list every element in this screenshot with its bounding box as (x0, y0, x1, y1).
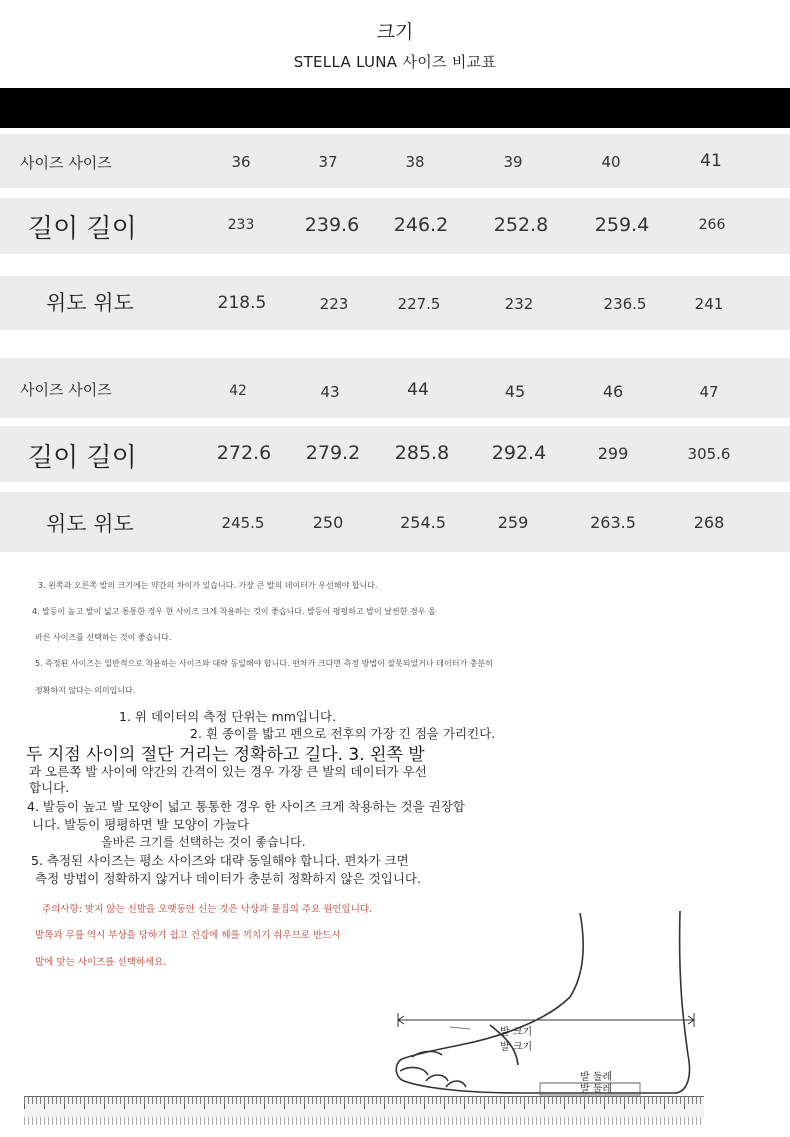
size-cell: 44 (407, 380, 429, 400)
page-title: 크기 (376, 21, 414, 43)
width-row-2 (0, 492, 790, 552)
length-cell: 266 (698, 217, 726, 233)
length-cell: 246.2 (393, 214, 449, 236)
length-row-1 (0, 198, 790, 254)
note-flat: 니다. 발등이 평평하면 발 모양이 가늘다 (32, 817, 250, 832)
length-cell: 233 (227, 217, 255, 233)
length-cell: 279.2 (305, 442, 361, 464)
note-priority: 합니다. (29, 780, 70, 795)
note-accuracy: 측정 방법이 정확하지 않거나 데이터가 충분히 정확하지 않은 것입니다. (35, 871, 421, 886)
note-distance: 두 지점 사이의 절단 거리는 정확하고 길다. 3. 왼쪽 발 (26, 745, 425, 765)
length-cell: 252.8 (493, 214, 549, 236)
note-gap: 과 오른쪽 발 사이에 약간의 간격이 있는 경우 가장 큰 발의 데이터가 우선 (29, 764, 427, 779)
size-cell: 45 (504, 382, 526, 401)
width-row-label: 위도 위도 (46, 291, 134, 315)
small-note: 정확하지 않다는 의미입니다. (35, 686, 136, 695)
warning-line: 발에 맞는 사이즈를 선택하세요. (35, 957, 167, 968)
width-cell: 232 (504, 295, 534, 313)
length-cell: 299 (597, 444, 629, 463)
width-cell: 236.5 (603, 295, 647, 313)
length-cell: 292.4 (491, 442, 547, 464)
header-bar (0, 88, 790, 128)
length-cell: 239.6 (304, 214, 360, 236)
length-cell: 285.8 (394, 442, 450, 464)
length-row-label: 길이 길이 (28, 443, 137, 473)
width-cell: 250 (312, 513, 344, 532)
size-cell: 47 (699, 383, 719, 401)
foot-outline-icon (396, 911, 689, 1093)
length-cell: 259.4 (594, 214, 650, 236)
page-subtitle: STELLA LUNA 사이즈 비교표 (293, 53, 497, 71)
width-cell: 254.5 (400, 513, 446, 532)
size-cell: 38 (405, 153, 425, 171)
width-cell: 227.5 (397, 295, 441, 313)
width-cell: 263.5 (590, 513, 636, 532)
width-cell: 218.5 (217, 293, 267, 313)
size-cell: 37 (318, 153, 338, 171)
small-note: 5. 측정된 사이즈는 일반적으로 착용하는 사이즈와 대략 동일해야 합니다. 편차가 크다면 측정 방법이 잘못되었거나 데이터가 충분히 (35, 659, 493, 668)
ruler-icon (24, 1096, 704, 1117)
size-row-2 (0, 358, 790, 418)
size-cell: 36 (231, 153, 251, 171)
note-unit: 1. 위 데이터의 측정 단위는 mm입니다. (119, 709, 337, 724)
width-cell: 259 (497, 513, 529, 532)
small-note: 3. 왼쪽과 오른쪽 발의 크기에는 약간의 차이가 있습니다. 가장 큰 발의 데이터가 우선해야 합니다. (38, 581, 378, 590)
width-row-label: 위도 위도 (46, 512, 134, 536)
foot-diagram (390, 905, 710, 1100)
width-cell: 223 (319, 295, 349, 313)
size-row-1 (0, 134, 790, 188)
small-note: 4. 발등이 높고 발이 넓고 통통한 경우 한 사이즈 크게 착용하는 것이 좋습니다. 발등이 평평하고 발이 날씬한 경우 올 (32, 607, 436, 616)
size-cell: 40 (601, 153, 621, 171)
small-note: 바른 사이즈를 선택하는 것이 좋습니다. (35, 633, 172, 642)
note-instep: 4. 발등이 높고 발 모양이 넓고 통통한 경우 한 사이즈 크게 착용하는 것을 권장합 (27, 799, 465, 814)
size-row-label: 사이즈 사이즈 (20, 154, 112, 172)
length-cell: 305.6 (687, 445, 731, 463)
foot-girth-label: 발 둘레 (580, 1072, 613, 1083)
note-choose: 올바른 크기를 선택하는 것이 좋습니다. (101, 835, 306, 849)
note-measure: 2. 흰 종이를 밟고 펜으로 전후의 가장 긴 점을 가리킨다. (190, 726, 496, 741)
size-cell: 46 (602, 382, 624, 401)
foot-size-label: 발 크기 (500, 1027, 533, 1038)
size-cell: 39 (503, 153, 523, 171)
size-row-label: 사이즈 사이즈 (20, 381, 112, 399)
ruler-ticks (24, 1117, 704, 1125)
length-cell: 272.6 (216, 442, 272, 464)
size-cell: 43 (320, 383, 340, 401)
note-deviation: 5. 측정된 사이즈는 평소 사이즈와 대략 동일해야 합니다. 편차가 크면 (31, 853, 409, 868)
length-row-2 (0, 426, 790, 482)
warning-line: 발목과 무릎 역시 부상을 당하기 쉽고 건강에 해를 끼치기 쉬우므로 반드시 (35, 930, 341, 941)
length-row-label: 길이 길이 (28, 214, 137, 244)
size-cell: 42 (229, 383, 247, 399)
width-row-1 (0, 276, 790, 330)
width-cell: 241 (694, 295, 724, 313)
foot-girth-label: 발 둘레 (580, 1084, 613, 1095)
width-cell: 268 (693, 513, 725, 532)
foot-size-label: 발 크기 (500, 1042, 533, 1053)
width-cell: 245.5 (221, 514, 265, 532)
size-cell: 41 (700, 151, 722, 171)
warning-line: 주의사항: 맞지 않는 신발을 오랫동안 신는 것은 낙상과 물집의 주요 원인입니다. (42, 904, 373, 915)
